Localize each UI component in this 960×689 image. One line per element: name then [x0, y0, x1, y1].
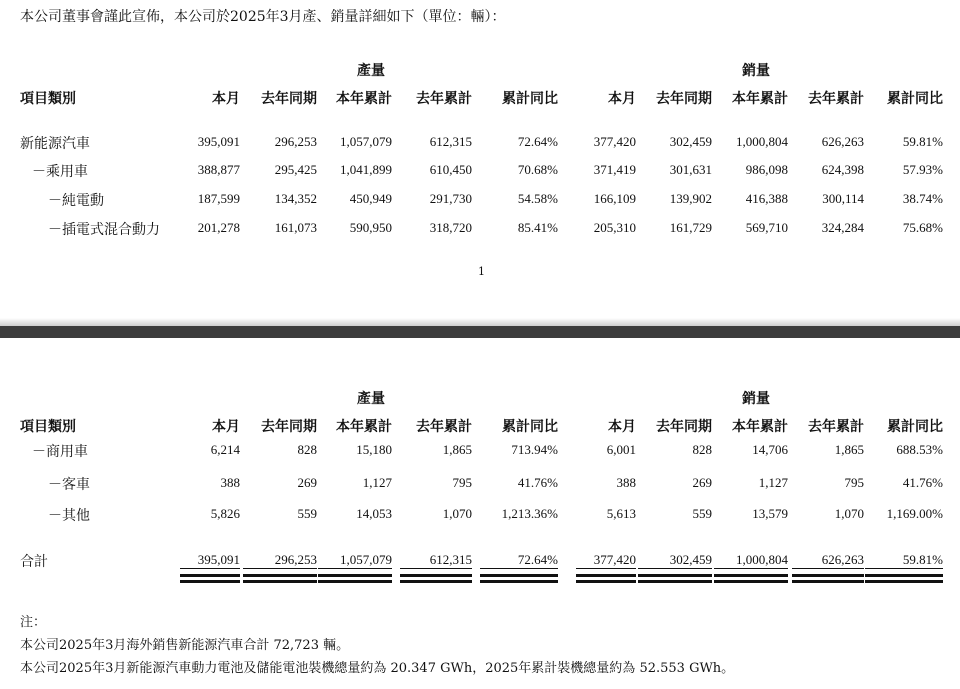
total-double-underline — [243, 574, 317, 583]
sales-group-header: 銷量 — [742, 63, 770, 79]
table-cell: 269 — [297, 475, 317, 490]
column-header: 本年累計 — [336, 419, 392, 435]
table-cell: 296,253 — [274, 134, 317, 149]
table-cell: 187,599 — [197, 191, 240, 206]
table-cell: 41.76% — [902, 475, 943, 490]
column-header: 本年累計 — [732, 91, 788, 107]
table-cell: 59.81% — [902, 134, 943, 149]
table-cell: 161,073 — [274, 220, 317, 235]
table-cell: 269 — [692, 475, 712, 490]
row-label: －插電式混合動力 — [48, 222, 160, 238]
total-double-underline — [180, 574, 240, 583]
table-cell: 1,057,079 — [340, 134, 392, 149]
column-header: 去年同期 — [656, 419, 712, 435]
table-cell: 302,459 — [669, 134, 712, 149]
table-cell: 57.93% — [902, 162, 943, 177]
table-cell: 54.58% — [517, 191, 558, 206]
total-double-underline — [480, 574, 558, 583]
category-header: 項目類別 — [20, 91, 76, 107]
column-header: 去年同期 — [656, 91, 712, 107]
page-divider — [0, 326, 960, 338]
table-cell: 1,127 — [758, 475, 788, 490]
total-double-underline — [792, 574, 864, 583]
table-cell: 828 — [692, 442, 712, 457]
table-cell: 6,001 — [606, 442, 636, 457]
table-cell: 139,902 — [669, 191, 712, 206]
table-cell: 559 — [297, 506, 317, 521]
column-header: 去年累計 — [416, 419, 472, 435]
table-cell: 559 — [692, 506, 712, 521]
table-cell: 5,613 — [606, 506, 636, 521]
table-cell: 795 — [844, 475, 864, 490]
column-header: 去年累計 — [416, 91, 472, 107]
production-group-header: 產量 — [357, 63, 385, 79]
page-number: 1 — [478, 265, 485, 278]
table-cell: 15,180 — [356, 442, 392, 457]
total-cell: 296,253 — [243, 552, 317, 569]
sales-group-header: 銷量 — [742, 391, 770, 407]
column-header: 本月 — [212, 91, 240, 107]
table-cell: 318,720 — [429, 220, 472, 235]
table-cell: 377,420 — [593, 134, 636, 149]
table-cell: 1,070 — [834, 506, 864, 521]
column-header: 本年累計 — [732, 419, 788, 435]
table-cell: 395,091 — [197, 134, 240, 149]
column-header: 去年同期 — [261, 419, 317, 435]
column-header: 累計同比 — [887, 91, 943, 107]
total-cell: 377,420 — [576, 552, 636, 569]
table-cell: 388 — [220, 475, 240, 490]
note-line: 本公司2025年3月海外銷售新能源汽車合計 72,723 輛。 — [20, 638, 350, 653]
table-cell: 612,315 — [429, 134, 472, 149]
table-cell: 301,631 — [669, 162, 712, 177]
row-label: －乘用車 — [32, 164, 88, 180]
total-label: 合計 — [20, 554, 48, 570]
total-double-underline — [318, 574, 392, 583]
total-double-underline — [865, 574, 943, 583]
table-cell: 38.74% — [902, 191, 943, 206]
column-header: 本年累計 — [336, 91, 392, 107]
total-double-underline — [400, 574, 472, 583]
table-cell: 1,041,899 — [340, 162, 392, 177]
column-header: 本月 — [212, 419, 240, 435]
column-header: 本月 — [608, 91, 636, 107]
column-header: 累計同比 — [502, 419, 558, 435]
total-double-underline — [714, 574, 788, 583]
table-cell: 450,949 — [349, 191, 392, 206]
table-cell: 590,950 — [349, 220, 392, 235]
row-label: －純電動 — [48, 193, 104, 209]
production-group-header: 產量 — [357, 391, 385, 407]
table-cell: 388,877 — [197, 162, 240, 177]
total-cell: 612,315 — [400, 552, 472, 569]
page-divider-shadow — [0, 318, 960, 326]
table-cell: 828 — [297, 442, 317, 457]
table-cell: 134,352 — [274, 191, 317, 206]
total-double-underline — [638, 574, 712, 583]
table-cell: 75.68% — [902, 220, 943, 235]
note-line: 本公司2025年3月新能源汽車動力電池及儲能電池裝機總量約為 20.347 GWh，2025年累計裝機總量約為 52.553 GWh。 — [20, 661, 735, 676]
table-cell: 713.94% — [511, 442, 558, 457]
table-cell: 1,070 — [442, 506, 472, 521]
table-cell: 1,865 — [834, 442, 864, 457]
table-cell: 1,169.00% — [886, 506, 943, 521]
table-cell: 1,213.36% — [501, 506, 558, 521]
table-cell: 626,263 — [821, 134, 864, 149]
notes-heading: 注： — [20, 615, 47, 630]
total-cell: 302,459 — [638, 552, 712, 569]
table-cell: 300,114 — [822, 191, 864, 206]
table-cell: 41.76% — [517, 475, 558, 490]
table-cell: 416,388 — [745, 191, 788, 206]
table-cell: 161,729 — [669, 220, 712, 235]
table-cell: 70.68% — [517, 162, 558, 177]
table-cell: 5,826 — [210, 506, 240, 521]
category-header: 項目類別 — [20, 419, 76, 435]
table-cell: 1,865 — [442, 442, 472, 457]
total-cell: 626,263 — [792, 552, 864, 569]
table-cell: 795 — [452, 475, 472, 490]
column-header: 去年累計 — [808, 91, 864, 107]
table-cell: 14,706 — [752, 442, 788, 457]
column-header: 去年同期 — [261, 91, 317, 107]
table-cell: 324,284 — [821, 220, 864, 235]
table-cell: 6,214 — [210, 442, 240, 457]
column-header: 累計同比 — [502, 91, 558, 107]
table-cell: 85.41% — [517, 220, 558, 235]
total-cell: 72.64% — [480, 552, 558, 569]
table-cell: 14,053 — [356, 506, 392, 521]
row-label: 新能源汽車 — [20, 136, 90, 152]
table-cell: 388 — [616, 475, 636, 490]
table-cell: 624,398 — [821, 162, 864, 177]
table-cell: 291,730 — [429, 191, 472, 206]
column-header: 本月 — [608, 419, 636, 435]
column-header: 去年累計 — [808, 419, 864, 435]
table-cell: 1,000,804 — [736, 134, 788, 149]
table-cell: 166,109 — [593, 191, 636, 206]
table-cell: 72.64% — [517, 134, 558, 149]
table-cell: 986,098 — [745, 162, 788, 177]
total-double-underline — [576, 574, 636, 583]
table-cell: 688.53% — [896, 442, 943, 457]
table-cell: 569,710 — [745, 220, 788, 235]
intro-text: 本公司董事會謹此宣佈，本公司於2025年3月產、銷量詳細如下（單位：輛）： — [20, 9, 506, 25]
row-label: －商用車 — [32, 444, 88, 460]
table-cell: 205,310 — [593, 220, 636, 235]
table-cell: 371,419 — [593, 162, 636, 177]
total-cell: 395,091 — [180, 552, 240, 569]
total-cell: 1,000,804 — [714, 552, 788, 569]
table-cell: 201,278 — [197, 220, 240, 235]
table-cell: 295,425 — [274, 162, 317, 177]
table-cell: 13,579 — [752, 506, 788, 521]
row-label: －客車 — [48, 477, 90, 493]
table-cell: 610,450 — [429, 162, 472, 177]
row-label: －其他 — [48, 508, 90, 524]
column-header: 累計同比 — [887, 419, 943, 435]
total-cell: 1,057,079 — [318, 552, 392, 569]
table-cell: 1,127 — [362, 475, 392, 490]
total-cell: 59.81% — [865, 552, 943, 569]
